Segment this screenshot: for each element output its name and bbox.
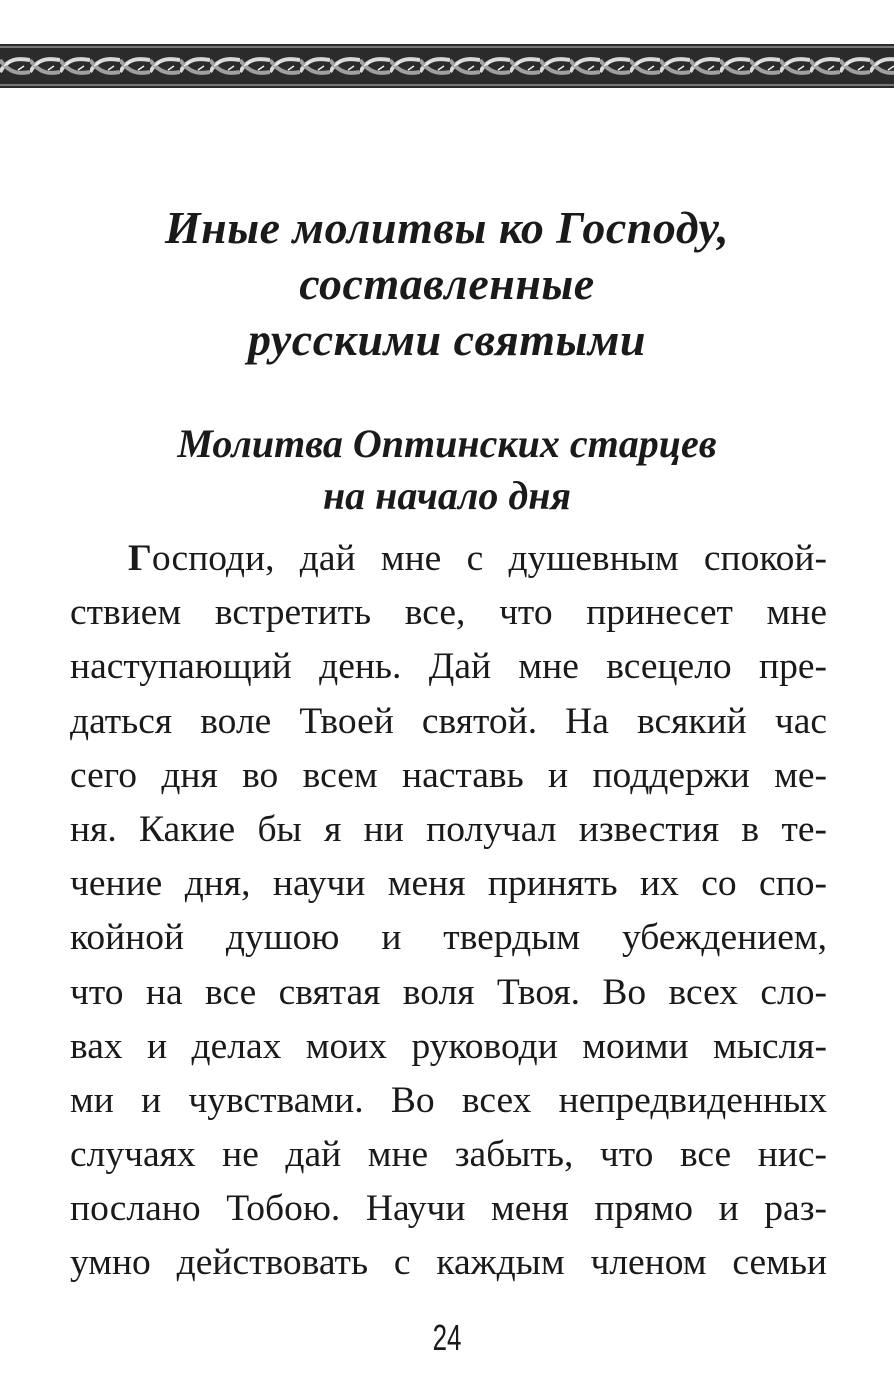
prayer-title-line: Молитва Оптинских старцев (177, 421, 717, 466)
prayer-text-line: ми и чувствами. Во всех непредвиденных (70, 1079, 827, 1121)
page-title-line: Иные молитвы ко Господу, (164, 202, 730, 253)
prayer-title-line: на начало дня (322, 473, 572, 518)
page-title-line: составленные (299, 258, 595, 309)
prayer-text-line: умно действовать с каждым членом семьи (70, 1242, 827, 1284)
prayer-text-line: чение дня, научи меня принять их со спо- (70, 863, 827, 905)
prayer-title (0, 418, 894, 522)
braided-rope-border-icon (0, 44, 894, 88)
prayer-text-line: послано Тобою. Научи меня прямо и раз- (70, 1188, 827, 1230)
prayer-text-line (70, 532, 827, 586)
page-number: 24 (432, 1317, 462, 1358)
prayer-text-line: койной душою и твердым убеждением, (70, 917, 827, 959)
prayer-text-line: наступающий день. Дай мне всецело пре- (70, 646, 827, 688)
page-title-line: русскими святыми (248, 314, 646, 365)
prayer-text (70, 532, 827, 1291)
prayer-text-line-content: осподи, дай мне с душевным спокой- (151, 538, 827, 579)
drop-cap: Г (128, 538, 152, 579)
prayer-text-line: ствием встретить все, что принесет мне (70, 592, 827, 634)
page-title (0, 200, 894, 368)
prayer-text-line: даться воле Твоей святой. На всякий час (70, 700, 827, 742)
prayer-text-line: что на все святая воля Твоя. Во всех сло- (70, 971, 827, 1013)
prayer-text-line: вах и делах моих руководи моими мысля- (70, 1025, 827, 1067)
prayer-text-line: случаях не дай мне забыть, что все нис- (70, 1134, 827, 1176)
prayer-text-line: сего дня во всем наставь и поддержи ме- (70, 754, 827, 796)
prayer-text-line: ня. Какие бы я ни получал известия в те- (70, 808, 827, 850)
